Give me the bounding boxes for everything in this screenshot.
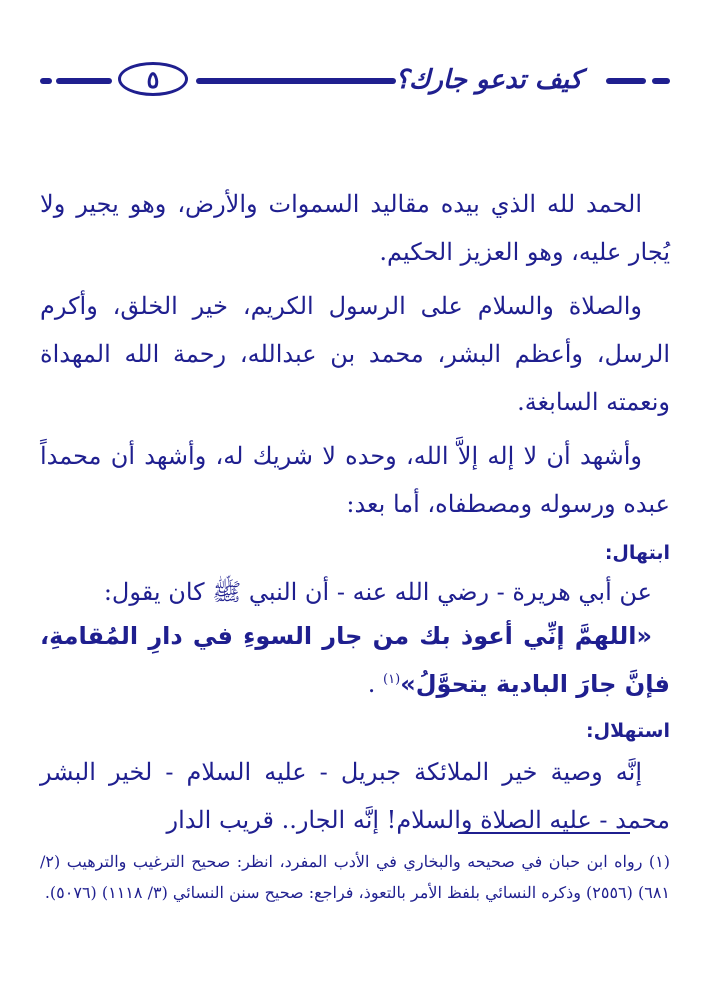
paragraph-praise: الحمد لله الذي بيده مقاليد السموات والأرض، وهو يجير ولا يُجار عليه، وهو العزيز الحكيم.	[40, 190, 670, 266]
hadith-intro: عن أبي هريرة - رضي الله عنه - أن النبي ﷺ كان يقول:	[103, 578, 652, 606]
section-heading-istihlal: استهلال:	[585, 720, 670, 742]
header-dash	[652, 78, 670, 84]
page-number: ٥	[118, 62, 188, 96]
page-header	[40, 62, 670, 98]
footnote: (١) رواه ابن حبان في صحيحه والبخاري في الأدب المفرد، انظر: صحيح الترغيب والترهيب (٢/ ٦٨١) (٢٥٥٦) وذكره النسائي بلفظ الأمر بالتعوذ، فراجع: صحيح سنن النسائي (٣/ ١١١٨) (٥٠٧٦).	[40, 852, 670, 902]
paragraph-testimony: وأشهد أن لا إله إلاَّ الله، وحده لا شريك له، وأشهد أن محمداً عبده ورسوله ومصطفاه، أما بعد:	[40, 442, 670, 518]
section-heading-ibtihal: ابتهال:	[604, 542, 670, 564]
header-dash	[56, 78, 112, 84]
header-dash	[606, 78, 646, 84]
hadith-quote	[40, 614, 670, 706]
header-title: كيف تدعو جارك؟	[395, 65, 582, 95]
quote-end: .	[367, 670, 376, 698]
header-dash	[196, 78, 396, 84]
header-dash	[40, 78, 52, 84]
footnote-divider	[458, 832, 630, 834]
paragraph-salutation: والصلاة والسلام على الرسول الكريم، خير الخلق، وأكرم الرسل، وأعظم البشر، محمد بن عبدالله، رحمة الله المهداة ونعمته السابغة.	[40, 292, 670, 416]
hadith-text: «اللهمَّ إنِّي أعوذ بك من جار السوءِ في دارِ المُقامةِ، فإنَّ جارَ البادية يتحوَّلُ»	[40, 622, 670, 698]
footnote-ref[interactable]: (١)	[383, 672, 401, 687]
paragraph-intro: إنَّه وصية خير الملائكة جبريل - عليه السلام - لخير البشر محمد - عليه الصلاة والسلام! إنَّه الجار.. قريب الدار	[40, 758, 670, 834]
main-content	[40, 180, 670, 844]
